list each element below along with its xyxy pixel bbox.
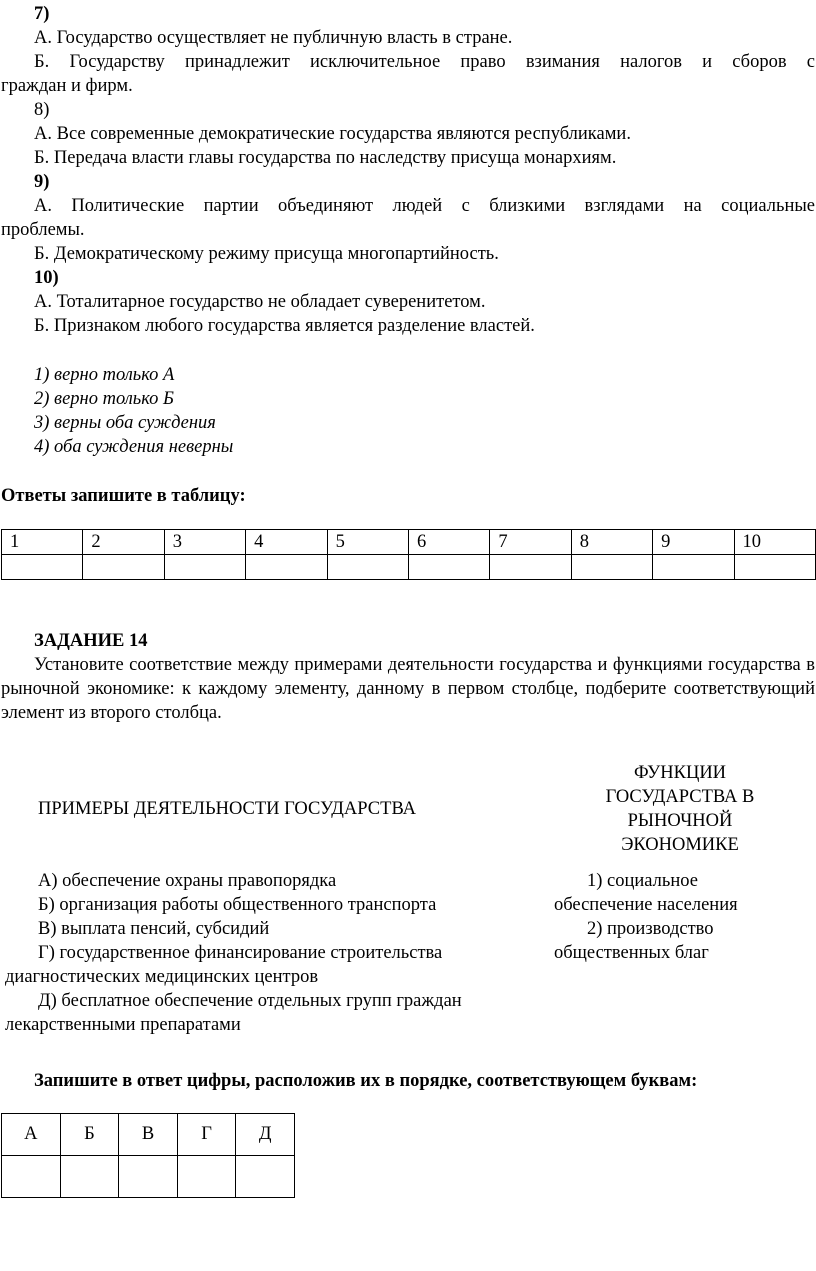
task-14-answer-cell-b[interactable] xyxy=(60,1156,119,1198)
function-2-line1: 2) производство xyxy=(587,919,714,939)
example-g-line2: диагностических медицинских центров xyxy=(5,967,319,987)
examples-column-header: ПРИМЕРЫ ДЕЯТЕЛЬНОСТИ ГОСУДАРСТВА xyxy=(38,799,416,819)
option-3: 3) верны оба суждения xyxy=(34,413,216,433)
answers-table-header-row xyxy=(2,530,816,555)
answer-cell-2[interactable] xyxy=(83,555,164,580)
question-9-number: 9) xyxy=(34,172,50,192)
question-10-statement-b: Б. Признаком любого государства является разделение властей. xyxy=(34,316,535,336)
task-14-answer-header-cell: Б xyxy=(60,1114,119,1156)
question-8-number: 8) xyxy=(34,100,50,120)
task-14-answer-header-cell: Г xyxy=(177,1114,236,1156)
answers-table-header-cell: 1 xyxy=(2,530,83,555)
question-7-statement-b-line2: граждан и фирм. xyxy=(1,76,133,96)
question-9-statement-b: Б. Демократическому режиму присуща многопартийность. xyxy=(34,244,499,264)
example-d-line2: лекарственными препаратами xyxy=(5,1015,241,1035)
answer-cell-6[interactable] xyxy=(408,555,489,580)
task-14-answer-header-cell: В xyxy=(119,1114,178,1156)
answer-cell-8[interactable] xyxy=(571,555,652,580)
option-4: 4) оба суждения неверны xyxy=(34,437,234,457)
task-14-instruction: Установите соответствие между примерами деятельности государства и функциями государства в рыночной экономике: к каждому элементу, данному в первом столбце, подберите соответствующий элемент из второго столбца. xyxy=(1,655,815,723)
example-g-line1: Г) государственное финансирование строительства xyxy=(38,943,443,963)
function-1-line2: обеспечение населения xyxy=(554,895,738,915)
task-14-answer-cell-g[interactable] xyxy=(177,1156,236,1198)
answer-cell-7[interactable] xyxy=(490,555,571,580)
answer-cell-3[interactable] xyxy=(164,555,245,580)
task-14-answer-header-row xyxy=(2,1114,295,1156)
question-7-statement-a: А. Государство осуществляет не публичную власть в стране. xyxy=(34,28,513,48)
answers-table-input-row xyxy=(2,555,816,580)
function-1-line1: 1) социальное xyxy=(587,871,698,891)
option-2: 2) верно только Б xyxy=(34,389,174,409)
question-7-number: 7) xyxy=(34,4,50,24)
option-1: 1) верно только А xyxy=(34,365,175,385)
answers-table-header-cell: 3 xyxy=(164,530,245,555)
example-v: В) выплата пенсий, субсидий xyxy=(38,919,270,939)
question-10-statement-a: А. Тоталитарное государство не обладает суверенитетом. xyxy=(34,292,486,312)
task-14-answer-cell-a[interactable] xyxy=(2,1156,61,1198)
answers-table-header-cell: 9 xyxy=(653,530,734,555)
answer-prompt: Запишите в ответ цифры, расположив их в порядке, соответствующем буквам: xyxy=(34,1071,698,1091)
task-14-answer-cell-d[interactable] xyxy=(236,1156,295,1198)
answer-cell-1[interactable] xyxy=(2,555,83,580)
functions-column-header: ФУНКЦИИ ГОСУДАРСТВА В РЫНОЧНОЙ ЭКОНОМИКЕ xyxy=(605,763,755,855)
answers-table-header-cell: 5 xyxy=(327,530,408,555)
task-14-answer-cell-v[interactable] xyxy=(119,1156,178,1198)
answer-cell-9[interactable] xyxy=(653,555,734,580)
example-d-line1: Д) бесплатное обеспечение отдельных групп граждан xyxy=(38,991,462,1011)
answer-cell-10[interactable] xyxy=(734,555,815,580)
answers-table-header-cell: 8 xyxy=(571,530,652,555)
task-14-title: ЗАДАНИЕ 14 xyxy=(34,631,148,651)
function-2-line2: общественных благ xyxy=(554,943,709,963)
task-14-answer-header-cell: Д xyxy=(236,1114,295,1156)
answer-cell-5[interactable] xyxy=(327,555,408,580)
answers-table xyxy=(1,529,816,580)
task-14-answer-header-cell: А xyxy=(2,1114,61,1156)
answers-table-header-cell: 4 xyxy=(246,530,327,555)
answers-heading: Ответы запишите в таблицу: xyxy=(1,486,246,506)
example-a: А) обеспечение охраны правопорядка xyxy=(38,871,337,891)
task-14-answer-input-row xyxy=(2,1156,295,1198)
answers-table-header-cell: 7 xyxy=(490,530,571,555)
question-8-statement-a: А. Все современные демократические государства являются республиками. xyxy=(34,124,631,144)
answer-cell-4[interactable] xyxy=(246,555,327,580)
answers-table-header-cell: 2 xyxy=(83,530,164,555)
example-b: Б) организация работы общественного транспорта xyxy=(38,895,437,915)
question-8-statement-b: Б. Передача власти главы государства по наследству присуща монархиям. xyxy=(34,148,617,168)
question-9-statement-a-line2: проблемы. xyxy=(1,220,85,240)
question-9-statement-a-line1: А. Политические партии объединяют людей с близкими взглядами на социальные xyxy=(34,196,815,216)
answers-table-header-cell: 6 xyxy=(408,530,489,555)
answers-table-header-cell: 10 xyxy=(734,530,815,555)
question-7-statement-b-line1: Б. Государству принадлежит исключительное право взимания налогов и сборов с xyxy=(34,52,815,72)
task-14-answer-table xyxy=(1,1113,295,1198)
question-10-number: 10) xyxy=(34,268,59,288)
